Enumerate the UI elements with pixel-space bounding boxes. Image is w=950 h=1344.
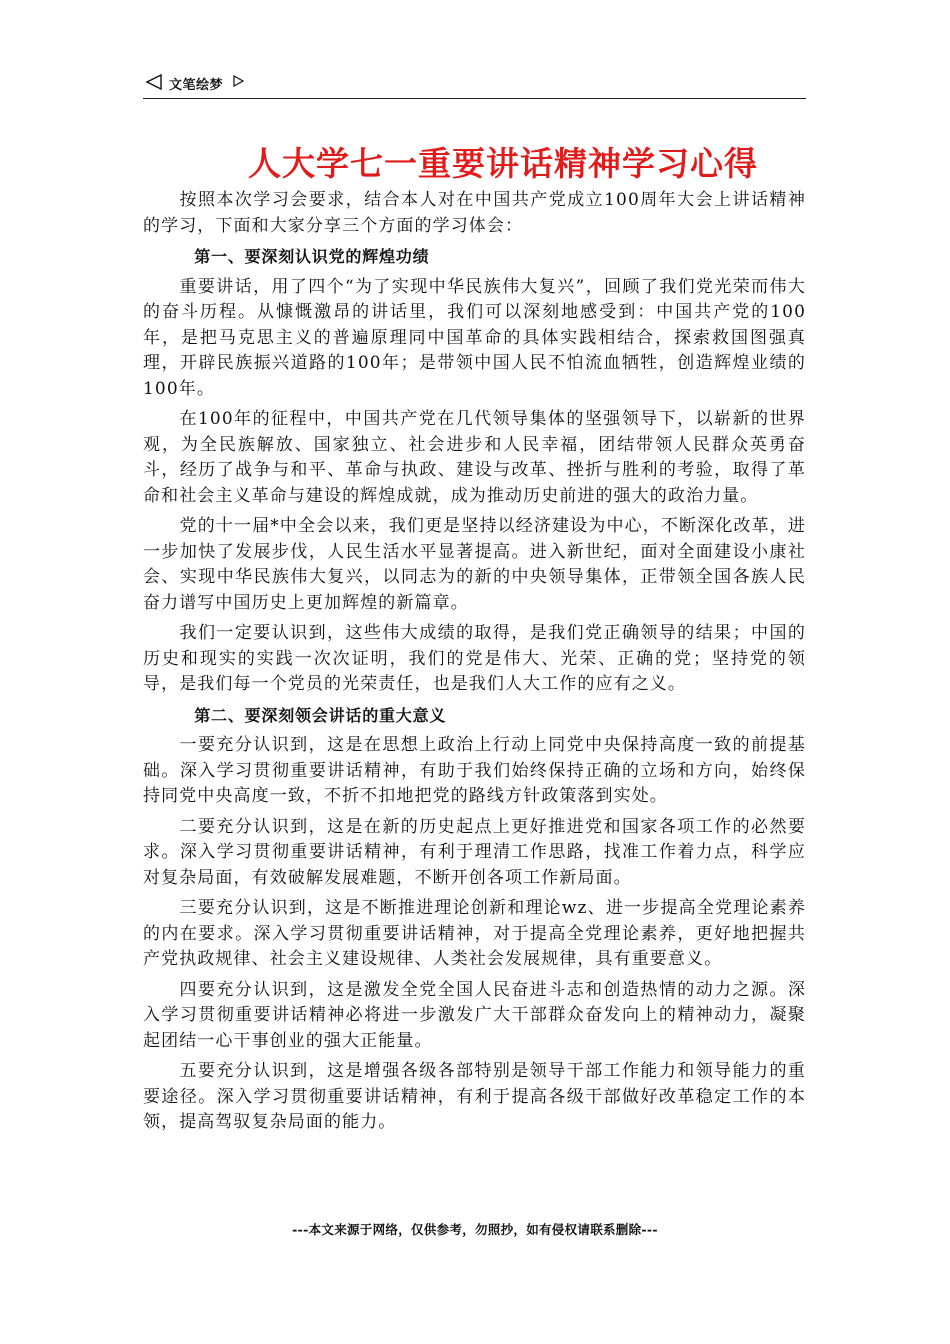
document-body [143,188,806,1141]
triangle-right-icon [232,75,244,87]
header-brand: 文笔绘梦 [169,78,224,93]
section-heading-2: 第二、要深刻领会讲话的重大意义 [194,705,447,725]
section1-paragraph-2: 在100年的征程中，中国共产党在几代领导集体的坚强领导下，以崭新的世界观，为全民族解放、国家独立、社会进步和人民幸福，团结带领人民群众英勇奋斗，经历了战争与和平、革命与执政、建设与改革、挫折与胜利的考验，取得了革命和社会主义革命与建设的辉煌成就，成为推动历史前进的强大的政治力量。 [143,409,806,506]
section-heading-1: 第一、要深刻认识党的辉煌功绩 [194,247,430,266]
intro-paragraph: 按照本次学习会要求，结合本人对在中国共产党成立100周年大会上讲话精神的学习，下面和大家分享三个方面的学习体会： [143,190,806,236]
section2-paragraph-4: 四要充分认识到，这是激发全党全国人民奋进斗志和创造热情的动力之源。深入学习贯彻重要讲话精神必将进一步激发广大干部群众奋发向上的精神动力，凝聚起团结一心干事创业的强大正能量。 [143,979,806,1051]
section1-paragraph-1: 重要讲话，用了四个“为了实现中华民族伟大复兴”，回顾了我们党光荣而伟大的奋斗历程。从慷慨激昂的讲话里，我们可以深刻地感受到：中国共产党的100年，是把马克思主义的普遍原理同中国革命的具体实践相结合，探索救国图强真理，开辟民族振兴道路的100年；是带领中国人民不怕流血牺牲，创造辉煌业绩的100年。 [143,276,806,399]
triangle-left-icon [145,73,163,91]
document-title: 人大学七一重要讲话精神学习心得 [248,144,758,183]
section1-paragraph-4: 我们一定要认识到，这些伟大成绩的取得，是我们党正确领导的结果；中国的历史和现实的实践一次次证明，我们的党是伟大、光荣、正确的党；坚持党的领导，是我们每一个党员的光荣责任，也是我们人大工作的应有之义。 [143,623,806,694]
section2-paragraph-5: 五要充分认识到，这是增强各级各部特别是领导干部工作能力和领导能力的重要途径。深入学习贯彻重要讲话精神，有利于提高各级干部做好改革稳定工作的本领，提高驾驭复杂局面的能力。 [143,1061,806,1132]
page-header [143,70,806,99]
section2-paragraph-3: 三要充分认识到，这是不断推进理论创新和理论wz、进一步提高全党理论素养的内在要求。深入学习贯彻重要讲话精神，对于提高全党理论素养，更好地把握共产党执政规律、社会主义建设规律、人类社会发展规律，具有重要意义。 [143,898,806,969]
section2-paragraph-2: 二要充分认识到，这是在新的历史起点上更好推进党和国家各项工作的必然要求。深入学习贯彻重要讲话精神，有利于理清工作思路，找准工作着力点，科学应对复杂局面，有效破解发展难题，不断开创各项工作新局面。 [143,816,806,888]
section2-paragraph-1: 一要充分认识到，这是在思想上政治上行动上同党中央保持高度一致的前提基础。深入学习贯彻重要讲话精神，有助于我们始终保持正确的立场和方向，始终保持同党中央高度一致，不折不扣地把党的路线方针政策落到实处。 [143,735,806,806]
page-footer: ---本文来源于网络，仅供参考，勿照抄，如有侵权请联系删除--- [292,1222,658,1237]
section1-paragraph-3: 党的十一届*中全会以来，我们更是坚持以经济建设为中心，不断深化改革，进一步加快了发展步伐，人民生活水平显著提高。进入新世纪，面对全面建设小康社会、实现中华民族伟大复兴，以同志为的新的中央领导集体，正带领全国各族人民奋力谱写中国历史上更加辉煌的新篇章。 [143,516,806,613]
